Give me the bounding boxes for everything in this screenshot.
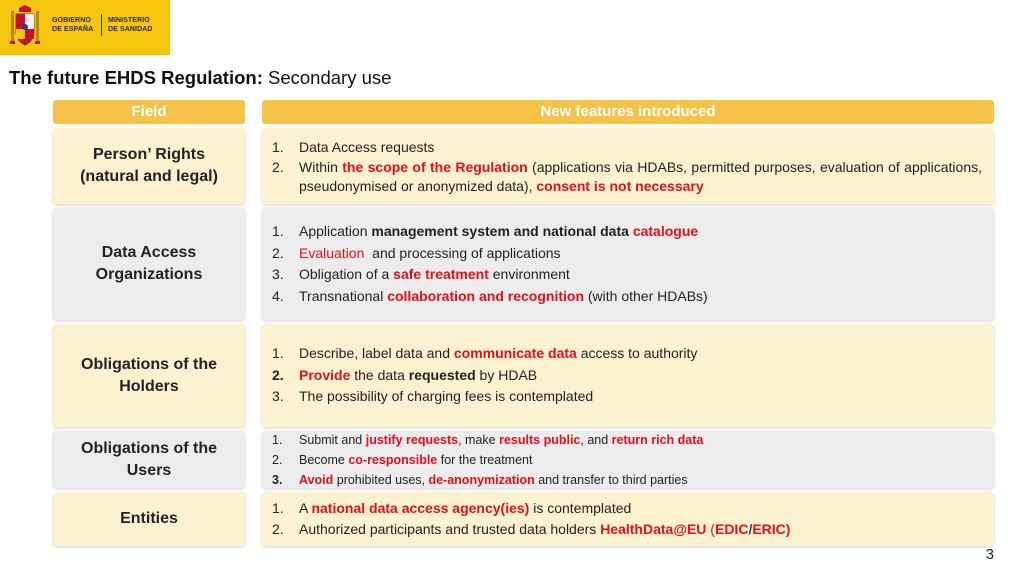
- list-item: 4. Transnational collaboration and recognition (with other HDABs): [272, 287, 708, 304]
- page-number: 3: [985, 546, 994, 563]
- ministry-name: MINISTERIO DE SANIDAD: [108, 17, 153, 33]
- list-item: 2. Become co-responsible for the treatment: [272, 452, 533, 467]
- field-data-access-organizations: Data Access Organizations: [53, 208, 245, 320]
- list-item: 3. Avoid prohibited uses, de-anonymization and transfer to third parties: [272, 472, 688, 487]
- features-data-access-organizations: [262, 208, 994, 320]
- list-item: 1. Describe, label data and communicate data access to authority: [272, 345, 698, 362]
- page-title: The future EHDS Regulation: Secondary use: [9, 67, 392, 88]
- list-item: 1. A national data access agency(ies) is contemplated: [272, 499, 632, 516]
- list-item: 3. The possibility of charging fees is contemplated: [272, 388, 594, 405]
- list-item: 2. Evaluation and processing of applications: [272, 244, 561, 261]
- features-column-header: New features introduced: [262, 100, 994, 124]
- list-item: 1. Data Access requests: [272, 138, 435, 155]
- field-column-header: Field: [53, 100, 245, 124]
- field-entities: Entities: [53, 492, 245, 546]
- government-name: GOBIERNO DE ESPAÑA: [52, 17, 94, 33]
- field-obligations-holders: Obligations of the Holders: [53, 324, 245, 427]
- list-item: 2. Within the scope of the Regulation (applications via HDABs, permitted purposes, evaluation of applications, pseudonymised or anonymized data), consent is not necessary: [272, 159, 982, 194]
- field-obligations-users: Obligations of the Users: [53, 431, 245, 488]
- features-entities: [262, 492, 994, 546]
- spain-coat-of-arms-icon: [8, 5, 42, 49]
- features-obligations-holders: [262, 324, 994, 427]
- logo-divider: [101, 14, 102, 36]
- list-item: 1. Submit and justify requests, make results public, and return rich data: [272, 432, 704, 447]
- features-obligations-users: [262, 431, 994, 488]
- field-person-rights: Person’ Rights (natural and legal): [53, 128, 245, 204]
- list-item: 2. Authorized participants and trusted data holders HealthData@EU (EDIC/ERIC): [272, 521, 791, 537]
- list-item: 3. Obligation of a safe treatment environment: [272, 266, 570, 282]
- list-item: 2. Provide the data requested by HDAB: [272, 366, 538, 383]
- government-logo: [0, 0, 170, 55]
- list-item: 1. Application management system and national data catalogue: [272, 223, 699, 239]
- features-person-rights: [262, 128, 994, 204]
